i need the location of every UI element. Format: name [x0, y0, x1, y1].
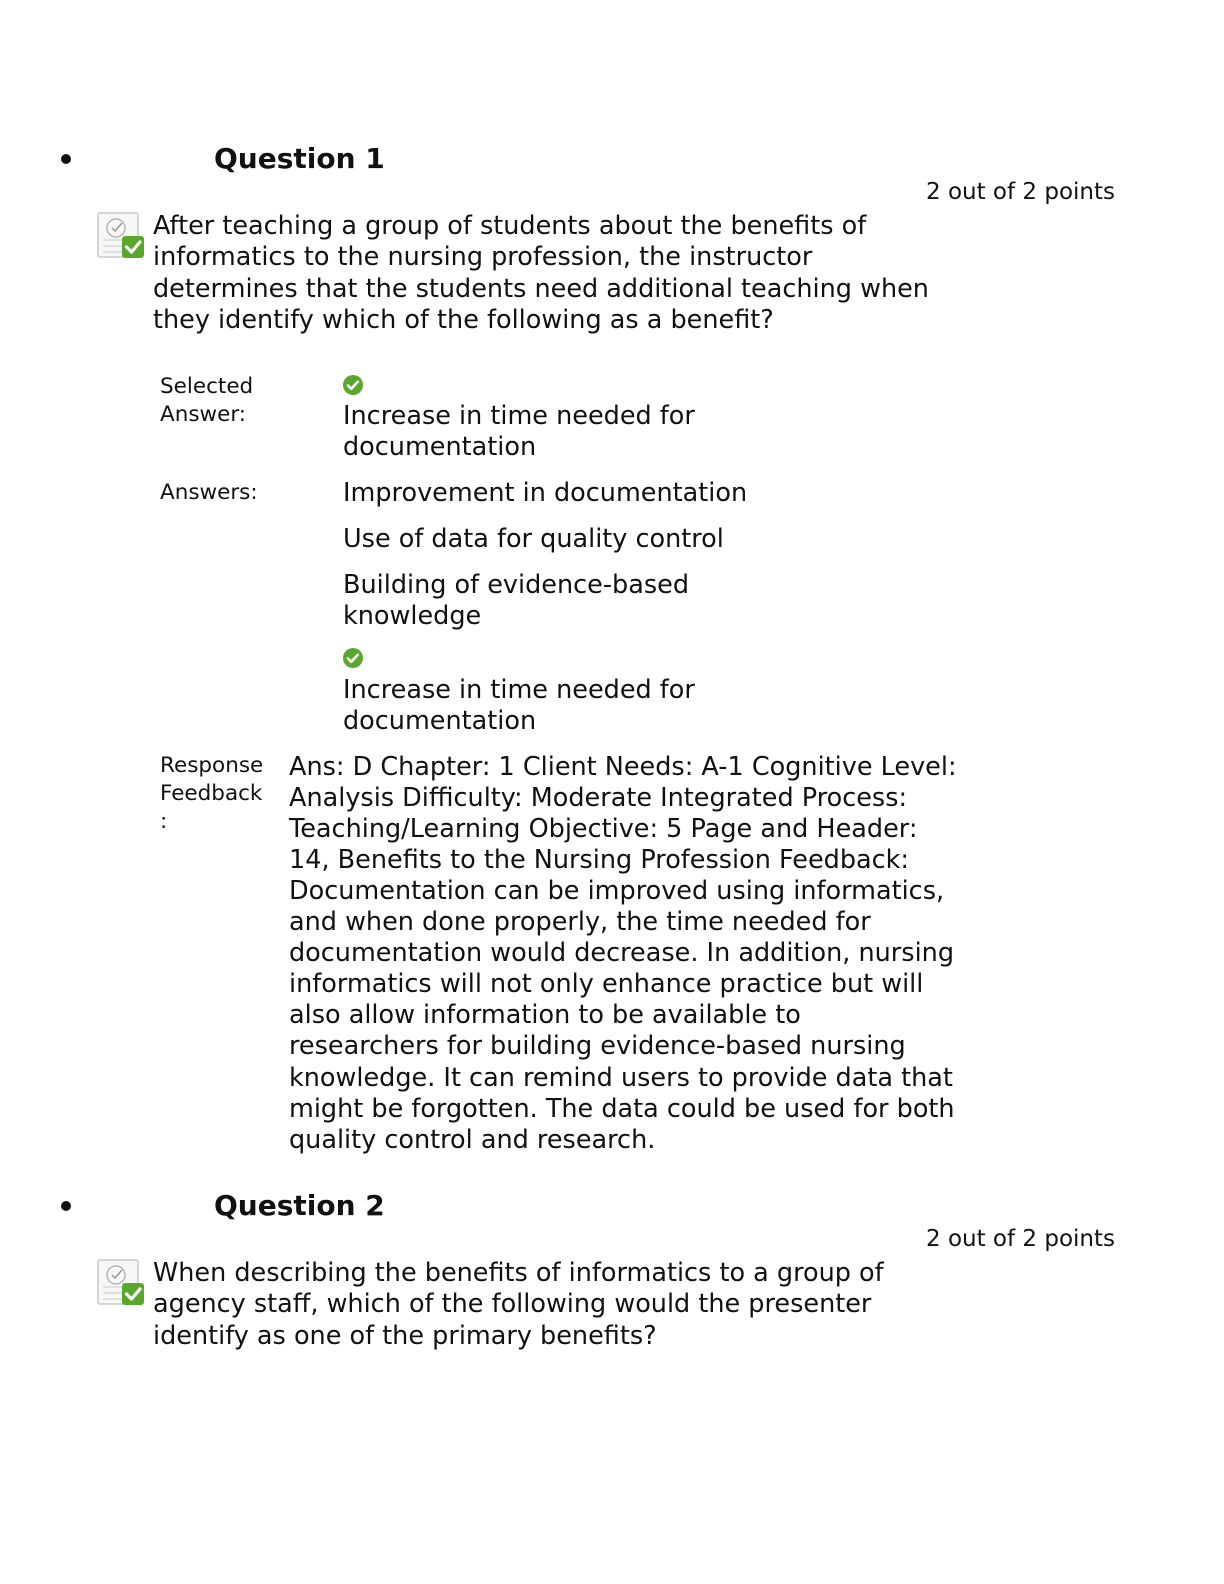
- feedback-line: Teaching/Learning Objective: 5 Page and Header:: [289, 814, 918, 844]
- feedback-line: informatics will not only enhance practice but will: [289, 969, 924, 999]
- question-text-line: agency staff, which of the following would the presenter: [153, 1289, 872, 1319]
- graded-correct-icon: [96, 210, 148, 262]
- answer-option-line: knowledge: [343, 601, 482, 631]
- question-text-line: After teaching a group of students about the benefits of: [153, 211, 867, 241]
- answer-option: Use of data for quality control: [343, 524, 724, 554]
- answers-label: Answers:: [160, 480, 258, 505]
- selected-answer-label: Selected: [160, 374, 254, 399]
- feedback-line: knowledge. It can remind users to provide data that: [289, 1063, 953, 1093]
- question-text-line: determines that the students need additional teaching when: [153, 274, 929, 304]
- answer-option: Building of evidence-based: [343, 570, 690, 600]
- question-points: 2 out of 2 points: [926, 1226, 1115, 1252]
- question-title: Question 2: [214, 1189, 385, 1222]
- selected-answer-label: Answer:: [160, 402, 247, 427]
- list-bullet: [61, 154, 71, 164]
- feedback-line: might be forgotten. The data could be used for both: [289, 1094, 955, 1124]
- feedback-label: Response: [160, 753, 264, 778]
- question-text-line: When describing the benefits of informatics to a group of: [153, 1258, 884, 1288]
- correct-check-icon: [342, 647, 364, 669]
- feedback-line: researchers for building evidence-based nursing: [289, 1031, 906, 1061]
- selected-answer-line: documentation: [343, 432, 537, 462]
- feedback-line: Ans: D Chapter: 1 Client Needs: A-1 Cognitive Level:: [289, 752, 957, 782]
- feedback-line: Documentation can be improved using informatics,: [289, 876, 945, 906]
- feedback-line: 14, Benefits to the Nursing Profession Feedback:: [289, 845, 910, 875]
- question-points: 2 out of 2 points: [926, 179, 1115, 205]
- question-text-line: identify as one of the primary benefits?: [153, 1321, 657, 1351]
- feedback-line: also allow information to be available to: [289, 1000, 801, 1030]
- feedback-label: Feedback: [160, 781, 263, 806]
- answer-option: Improvement in documentation: [343, 478, 748, 508]
- feedback-label: :: [160, 809, 168, 834]
- list-bullet: [61, 1201, 71, 1211]
- question-title: Question 1: [214, 142, 385, 175]
- question-text-line: they identify which of the following as a benefit?: [153, 305, 774, 335]
- feedback-line: documentation would decrease. In addition, nursing: [289, 938, 955, 968]
- question-text-line: informatics to the nursing profession, the instructor: [153, 242, 813, 272]
- correct-check-icon: [342, 374, 364, 396]
- selected-answer-line: Increase in time needed for: [343, 401, 695, 431]
- feedback-line: quality control and research.: [289, 1125, 656, 1155]
- feedback-line: Analysis Difficulty: Moderate Integrated Process:: [289, 783, 908, 813]
- answer-option: Increase in time needed for: [343, 675, 695, 705]
- answer-option-line: documentation: [343, 706, 537, 736]
- feedback-line: and when done properly, the time needed for: [289, 907, 871, 937]
- graded-correct-icon: [96, 1257, 148, 1309]
